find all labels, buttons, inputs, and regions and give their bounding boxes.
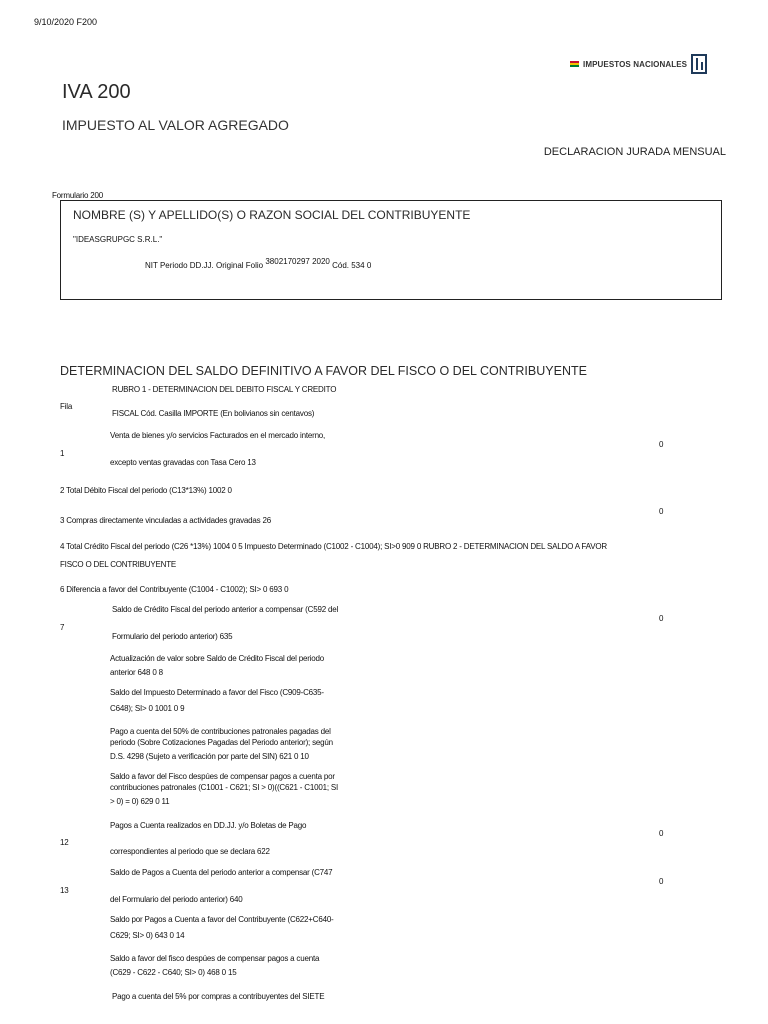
row-2-value: 0 — [227, 486, 232, 495]
row-11-description-cont: contribuciones patronales (C1001 - C621; SI > 0)((C621 - C1001; SI — [110, 783, 339, 792]
row-4-5 — [60, 542, 607, 551]
document-subtitle: IMPUESTO AL VALOR AGREGADO — [62, 117, 289, 133]
row-7-description-cont: Formulario del periodo anterior) 635 — [112, 632, 233, 641]
row-11 — [110, 797, 169, 806]
row-11-description-end: > 0) = 0) 629 — [110, 797, 154, 806]
row-6-value: 0 — [284, 585, 289, 594]
row-14 — [110, 931, 184, 940]
row-15-description-cont: (C629 - C622 - C640; SI> 0) 468 — [110, 968, 220, 977]
print-header: 9/10/2020 F200 — [34, 17, 98, 27]
row-10-description-end: D.S. 4298 (Sujeto a verificación por parte del SIN) 621 — [110, 752, 292, 761]
row-4-value: 0 — [232, 542, 237, 551]
row-13-description: Saldo de Pagos a Cuenta del periodo anterior a compensar (C747 — [110, 868, 333, 877]
section-title: DETERMINACION DEL SALDO DEFINITIVO A FAVOR DEL FISCO O DEL CONTRIBUYENTE — [60, 364, 587, 378]
taxpayer-cod-label: Cód. 534 — [332, 261, 365, 270]
logo-brand-text: IMPUESTOS NACIONALES — [583, 59, 688, 69]
row-12-number: 12 — [60, 838, 69, 847]
row-14-description: Saldo por Pagos a Cuenta a favor del Contribuyente (C622+C640- — [110, 915, 334, 924]
taxpayer-box — [60, 200, 722, 300]
row-5-description: 5 Impuesto Determinado (C1002 - C1004); SI>0 909 — [238, 542, 415, 551]
rubro-2-heading-cont: FISCO O DEL CONTRIBUYENTE — [60, 560, 177, 569]
row-3-value: 0 — [659, 507, 664, 516]
taxpayer-cod-value: 0 — [366, 261, 372, 270]
row-7-number: 7 — [60, 623, 65, 632]
row-12-description-cont: correspondientes al periodo que se declara 622 — [110, 847, 270, 856]
row-12-description: Pagos a Cuenta realizados en DD.JJ. y/o Boletas de Pago — [110, 821, 307, 830]
row-15-description: Saldo a favor del fisco despúes de compensar pagos a cuenta — [110, 954, 320, 963]
row-8-value: 0 8 — [152, 668, 163, 677]
row-7-value: 0 — [659, 614, 664, 623]
rubro-2-heading: RUBRO 2 - DETERMINACION DEL SALDO A FAVOR — [423, 542, 607, 551]
row-10 — [110, 752, 309, 761]
row-9-description: Saldo del Impuesto Determinado a favor del Fisco (C909-C635- — [110, 688, 324, 697]
row-13-description-cont: del Formulario del periodo anterior) 640 — [110, 895, 243, 904]
taxpayer-heading: NOMBRE (S) Y APELLIDO(S) O RAZON SOCIAL DEL CONTRIBUYENTE — [73, 208, 471, 222]
row-13-value: 0 — [659, 877, 664, 886]
row-10-description: Pago a cuenta del 50% de contribuciones patronales pagadas del — [110, 727, 331, 736]
row-10-description-cont: periodo (Sobre Cotizaciones Pagadas del Periodo anterior); según — [110, 738, 333, 747]
row-9 — [110, 704, 184, 713]
document-title: IVA 200 — [62, 81, 131, 103]
row-1-description-cont: excepto ventas gravadas con Tasa Cero 13 — [110, 458, 256, 467]
form-label: Formulario 200 — [52, 191, 104, 200]
row-10-value: 0 10 — [294, 752, 309, 761]
row-9-description-cont: C648); SI> 0 1001 — [110, 704, 172, 713]
taxpayer-meta-values: 3802170297 2020 — [265, 257, 330, 266]
row-1-description: Venta de bienes y/o servicios Facturados en el mercado interno, — [110, 431, 326, 440]
row-12-value: 0 — [659, 829, 664, 838]
row-13-number: 13 — [60, 886, 69, 895]
row-3-description: 3 Compras directamente vinculadas a actividades gravadas 26 — [60, 516, 271, 525]
row-11-description: Saldo a favor del Fisco despúes de compensar pagos a cuenta por — [110, 772, 335, 781]
row-2-description: 2 Total Débito Fiscal del periodo (C13*13%) 1002 — [60, 486, 226, 495]
sin-emblem-icon — [691, 54, 707, 74]
fila-column-label: Fila — [60, 402, 73, 411]
row-14-value: 0 14 — [169, 931, 185, 940]
row-15-value: 0 15 — [221, 968, 237, 977]
taxpayer-meta — [145, 257, 372, 270]
row-9-value: 0 9 — [173, 704, 185, 713]
declaration-type: DECLARACION JURADA MENSUAL — [543, 146, 726, 158]
row-1-number: 1 — [60, 449, 65, 458]
row-4-description: 4 Total Crédito Fiscal del periodo (C26 *13%) 1004 — [60, 542, 230, 551]
row-8 — [110, 668, 163, 677]
taxpayer-meta-labels: NIT Periodo DD.JJ. Original Folio — [145, 261, 264, 270]
row-11-value: 0 11 — [155, 797, 170, 806]
row-5-value: 0 — [416, 542, 422, 551]
row-15 — [110, 968, 236, 977]
row-14-description-cont: C629; SI> 0) 643 — [110, 931, 168, 940]
row-2 — [60, 486, 232, 495]
row-16-description: Pago a cuenta del 5% por compras a contribuyentes del SIETE — [112, 992, 325, 1001]
row-7-description: Saldo de Crédito Fiscal del periodo anterior a compensar (C592 del — [112, 605, 339, 614]
row-8-description-cont: anterior 648 — [110, 668, 151, 677]
row-1-value: 0 — [659, 440, 664, 449]
rubro-1-columns: FISCAL Cód. Casilla IMPORTE (En bolivianos sin centavos) — [112, 409, 315, 418]
taxpayer-name: "IDEASGRUPGC S.R.L." — [73, 235, 163, 244]
row-8-description: Actualización de valor sobre Saldo de Crédito Fiscal del periodo — [110, 654, 324, 663]
row-6 — [60, 585, 288, 594]
rubro-1-heading: RUBRO 1 - DETERMINACION DEL DEBITO FISCAL Y CREDITO — [112, 385, 337, 394]
bolivia-flag-icon — [570, 61, 579, 67]
impuestos-nacionales-logo — [570, 54, 707, 74]
row-6-description: 6 Diferencia a favor del Contribuyente (C1004 - C1002); SI> 0 693 — [60, 585, 283, 594]
